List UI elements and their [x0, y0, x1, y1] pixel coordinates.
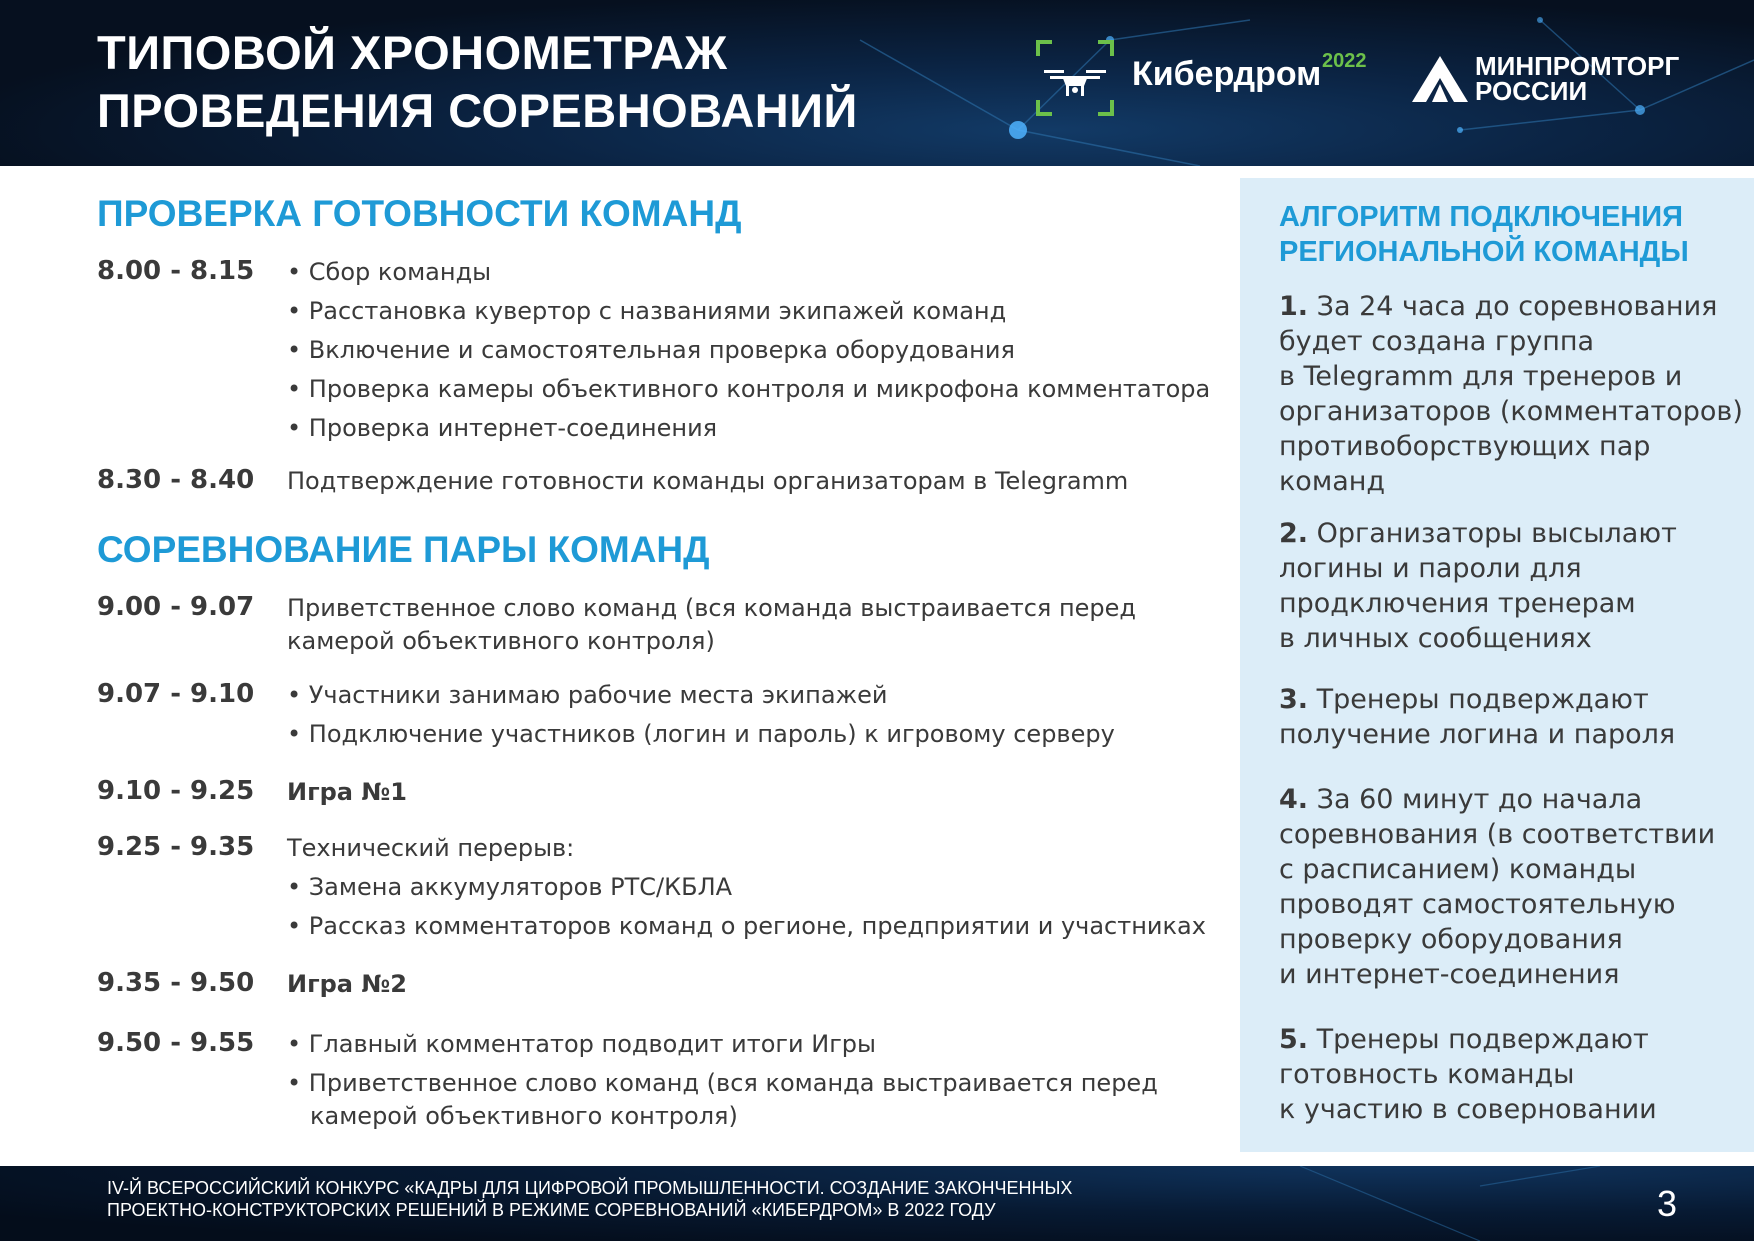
schedule-item: Подтверждение готовности команды организаторам в Telegramm [287, 467, 1129, 495]
schedule-item: • Рассказ комментаторов команд о регионе, предприятии и участниках [287, 912, 1206, 940]
step-text: логины и пароли для [1279, 553, 1582, 584]
page-title-line2: ПРОВЕДЕНИЯ СОРЕВНОВАНИЙ [97, 84, 858, 137]
step-text: противоборствующих пар [1279, 431, 1651, 462]
step-text: Организаторы высылают [1316, 518, 1677, 549]
step-text: с расписанием) команды [1279, 854, 1637, 885]
schedule-item: • Расстановка кувертор с названиями экипажей команд [287, 297, 1007, 325]
minpromtorg-logo-icon [1412, 56, 1468, 102]
schedule-item: • Главный комментатор подводит итоги Игры [287, 1030, 876, 1058]
footer-line1: IV-Й ВСЕРОССИЙСКИЙ КОНКУРС «КАДРЫ ДЛЯ ЦИФРОВОЙ ПРОМЫШЛЕННОСТИ. СОЗДАНИЕ ЗАКОНЧЕННЫХ [107, 1178, 1073, 1198]
schedule-item-game: Игра №1 [287, 778, 407, 806]
schedule-item: камерой объективного контроля) [287, 627, 715, 655]
time-slot: 9.07 - 9.10 [97, 679, 255, 709]
step-text: команд [1279, 466, 1386, 497]
section-title-readiness: ПРОВЕРКА ГОТОВНОСТИ КОМАНД [97, 193, 742, 234]
algorithm-step-3 [1279, 682, 1675, 752]
step-text: соревнования (в соответствии [1279, 819, 1716, 850]
step-text: в личных сообщениях [1279, 623, 1592, 654]
footer-line2: ПРОЕКТНО-КОНСТРУКТОРСКИХ РЕШЕНИЙ В РЕЖИМЕ СОРЕВНОВАНИЙ «КИБЕРДРОМ» В 2022 ГОДУ [107, 1200, 996, 1220]
time-slot: 9.50 - 9.55 [97, 1028, 255, 1058]
step-number: 4. [1279, 784, 1309, 815]
schedule-item: камерой объективного контроля) [310, 1102, 738, 1130]
section-title-competition: СОРЕВНОВАНИЕ ПАРЫ КОМАНД [97, 529, 710, 570]
page-number: 3 [1657, 1183, 1678, 1224]
schedule-item: • Сбор команды [287, 258, 492, 286]
schedule-item: • Приветственное слово команд (вся команда выстраивается перед [287, 1069, 1158, 1097]
step-text: Тренеры подверждают [1316, 1024, 1649, 1055]
time-slot: 8.00 - 8.15 [97, 256, 255, 286]
step-text: За 24 часа до соревнования [1316, 291, 1718, 322]
step-text: Тренеры подверждают [1316, 684, 1649, 715]
time-slot: 9.10 - 9.25 [97, 776, 255, 806]
schedule-item: • Проверка интернет-соединения [287, 414, 718, 442]
time-slot: 9.00 - 9.07 [97, 592, 255, 622]
step-text: За 60 минут до начала [1316, 784, 1643, 815]
panel-title [1279, 200, 1689, 270]
algorithm-step-2 [1279, 516, 1677, 656]
schedule-item: • Замена аккумуляторов РТС/КБЛА [287, 873, 733, 901]
schedule-item: • Проверка камеры объективного контроля и микрофона комментатора [287, 375, 1211, 403]
step-text: получение логина и пароля [1279, 719, 1676, 750]
step-number: 5. [1279, 1024, 1309, 1055]
panel-title-line2: РЕГИОНАЛЬНОЙ КОМАНДЫ [1279, 236, 1689, 268]
minpromtorg-line1: МИНПРОМТОРГ [1475, 51, 1680, 81]
drone-logo-icon [1036, 40, 1114, 116]
page-title-line1: ТИПОВОЙ ХРОНОМЕТРАЖ [97, 26, 728, 79]
schedule-item-game: Игра №2 [287, 970, 407, 998]
step-text: в Telegramm для тренеров и [1279, 361, 1683, 392]
step-number: 2. [1279, 518, 1309, 549]
step-text: проверку оборудования [1279, 924, 1623, 955]
step-text: готовность команды [1279, 1059, 1575, 1090]
schedule-item: • Включение и самостоятельная проверка оборудования [287, 336, 1015, 364]
step-number: 3. [1279, 684, 1309, 715]
minpromtorg-line2: РОССИИ [1475, 76, 1588, 106]
step-number: 1. [1279, 291, 1309, 322]
step-text: к участию в соверновании [1279, 1094, 1657, 1125]
page-title [97, 24, 858, 140]
step-text: будет создана группа [1279, 326, 1595, 357]
step-text: проводят самостоятельную [1279, 889, 1676, 920]
step-text: и интернет-соединения [1279, 959, 1620, 990]
time-slot: 8.30 - 8.40 [97, 465, 255, 495]
cyberdrom-logo-year: 2022 [1322, 50, 1367, 72]
algorithm-step-1 [1279, 289, 1743, 499]
panel-title-line1: АЛГОРИТМ ПОДКЛЮЧЕНИЯ [1279, 201, 1683, 233]
schedule-item: Приветственное слово команд (вся команда выстраивается перед [287, 594, 1136, 622]
cyberdrom-logo-text: Кибердром [1132, 55, 1322, 93]
header-banner [0, 0, 1754, 166]
schedule-item: • Подключение участников (логин и пароль) к игровому серверу [287, 720, 1115, 748]
footer-caption [107, 1177, 1072, 1221]
time-slot: 9.25 - 9.35 [97, 832, 255, 862]
step-text: организаторов (комментаторов) [1279, 396, 1743, 427]
time-slot: 9.35 - 9.50 [97, 968, 255, 998]
algorithm-step-4 [1279, 782, 1715, 992]
algorithm-step-5 [1279, 1022, 1657, 1127]
schedule-item: • Участники занимаю рабочие места экипажей [287, 681, 888, 709]
minpromtorg-logo-text [1475, 51, 1680, 106]
schedule-item: Технический перерыв: [287, 834, 575, 862]
step-text: продключения тренерам [1279, 588, 1636, 619]
